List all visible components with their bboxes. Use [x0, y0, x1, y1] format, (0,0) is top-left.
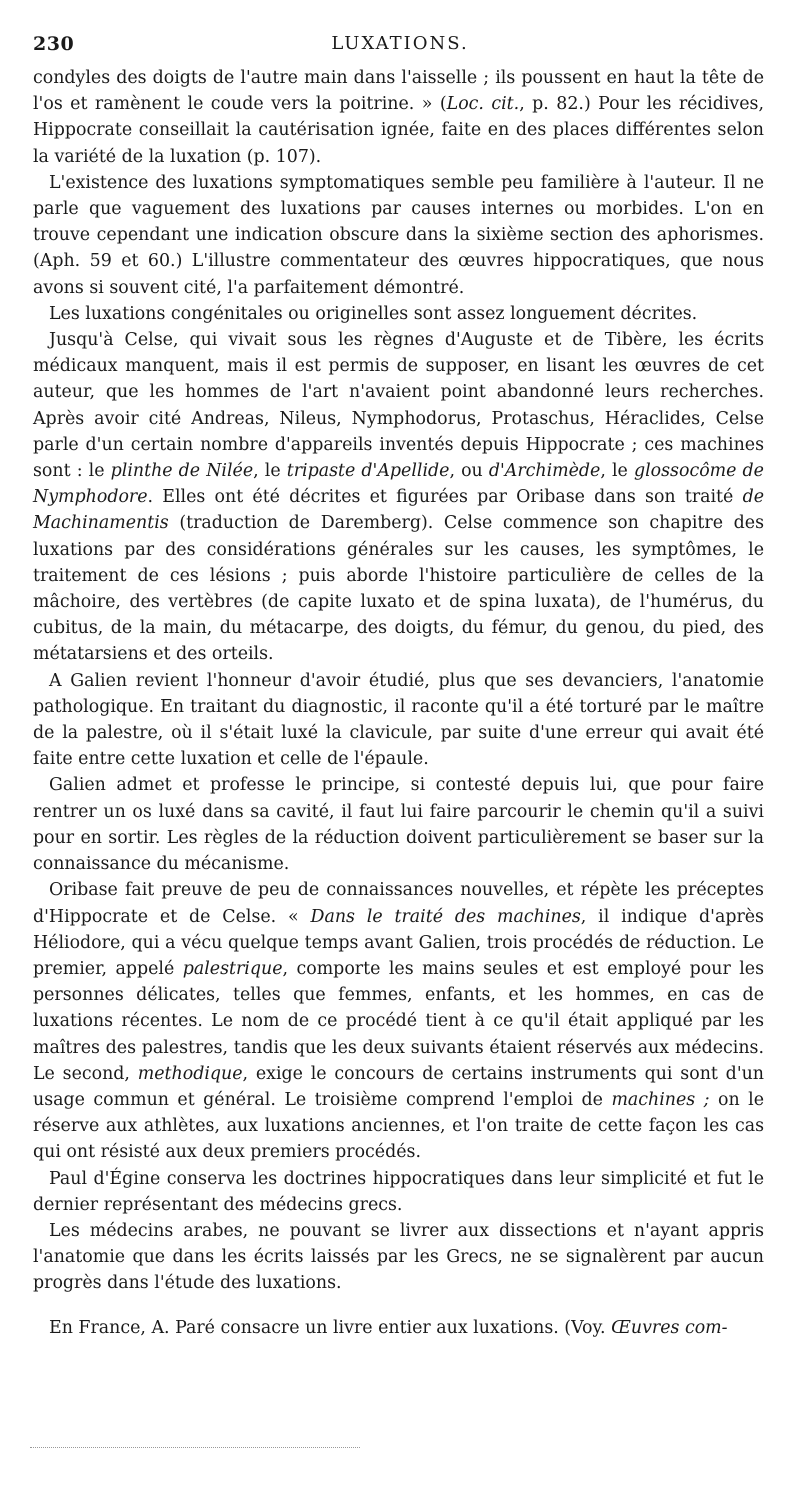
text-segment: condyles des doigts de l'autre main dans l'aisselle ; ils poussent en haut la tête de l'os et ramènent le coude vers la poitrine. » (: [33, 68, 764, 115]
text-segment: , le: [253, 461, 287, 482]
text-segment: Les luxations congénitales ou originelles sont assez longuement décrites.: [49, 303, 698, 324]
italic-text: methodique: [137, 1063, 243, 1084]
page-number: 230: [33, 33, 75, 55]
paragraph: [33, 1315, 764, 1341]
text-segment: Galien admet et professe le principe, si contesté depuis lui, que pour faire rentrer un os luxé dans sa cavité, il faut lui faire parcourir le chemin qu'il a suivi pour en sortir. Les règles de la réduction doivent particulièrement se baser sur la connaissance du mécanisme.: [33, 775, 764, 875]
italic-text: de Machinamentis: [33, 487, 764, 534]
body-text: [33, 65, 764, 1341]
paragraph: [33, 772, 764, 877]
italic-text: tripaste d'Apellide: [286, 461, 450, 482]
text-segment: (traduction de Daremberg). Celse commence son chapitre des luxations par des considérations générales sur les causes, les symptômes, le traitement de ces lésions ; puis aborde l'histoire particulière de celles de la mâchoire, des vertèbres (de capite luxato et de spina luxata), de l'humérus, du cubitus, de la main, du métacarpe, des doigts, du fémur, du genou, du pied, des métatarsiens et des orteils.: [33, 513, 764, 665]
text-segment: En France, A. Paré consacre un livre entier aux luxations. (Voy.: [49, 1317, 612, 1338]
text-segment: Les médecins arabes, ne pouvant se livrer aux dissections et n'ayant appris l'anatomie que dans les écrits laissés par les Grecs, ne se signalèrent par aucun progrès dans l'étude des luxations.: [33, 1220, 764, 1294]
text-segment: , exige le concours de certains instruments qui sont d'un usage commun et général. Le troisième comprend l'emploi de: [33, 1063, 764, 1110]
paragraph: [33, 1166, 764, 1218]
paragraph: [33, 170, 764, 301]
text-segment: A Galien revient l'honneur d'avoir étudié, plus que ses devanciers, l'anatomie pathologique. En traitant du diagnostic, il raconte qu'il a été torturé par le maître de la palestre, où il s'était luxé la clavicule, par suite d'une erreur qui avait été faite entre cette luxation et celle de l'épaule.: [33, 670, 764, 770]
italic-text: Loc. cit.: [446, 94, 520, 115]
italic-text: d'Archimède: [488, 461, 601, 482]
paragraph: [33, 668, 764, 773]
paragraph: [33, 877, 764, 1165]
italic-text: glossocôme de Nymphodore: [33, 461, 764, 508]
text-segment: , p. 82.) Pour les récidives, Hippocrate conseillait la cautérisation ignée, faite en des places différentes selon la variété de la luxation (p. 107).: [33, 94, 764, 167]
italic-text: plinthe de Nilée: [110, 461, 254, 482]
italic-text: palestrique: [182, 958, 283, 979]
text-segment: , ou: [449, 461, 489, 482]
footer-rule: [30, 1447, 360, 1448]
text-segment: on le réserve aux athlètes, aux luxations anciennes, et l'on traite de cette façon les cas qui ont résisté aux deux premiers procédés.: [33, 1089, 764, 1163]
text-segment: , comporte les mains seules et est employé pour les personnes délicates, telles que femmes, enfants, et les hommes, en cas de luxations récentes. Le nom de ce procédé tient à ce qu'il était appliqué par les maîtres des palestres, tandis que les deux suivants étaient réservés aux médecins. Le second,: [33, 958, 764, 1084]
page-header: [33, 33, 767, 57]
text-segment: Paul d'Égine conserva les doctrines hippocratiques dans leur simplicité et fut le dernier représentant des médecins grecs.: [33, 1168, 764, 1215]
paragraph: [33, 1218, 764, 1297]
italic-text: Dans le traité des machines: [310, 906, 581, 927]
text-segment: Jusqu'à Celse, qui vivait sous les règnes d'Auguste et de Tibère, les écrits médicaux manquent, mais il est permis de supposer, en lisant les œuvres de cet auteur, que les hommes de l'art n'avaient point abandonné leurs recherches. Après avoir cité Andreas, Nileus, Nymphodorus, Protaschus, Héraclides, Celse parle d'un certain nombre d'appareils inventés depuis Hippocrate ; ces machines sont : le: [33, 330, 764, 482]
italic-text: Œuvres com-: [611, 1317, 728, 1338]
text-segment: , il indique d'après Héliodore, qui a vécu quelque temps avant Galien, trois procédés de réduction. Le premier, appelé: [33, 906, 764, 979]
italic-text: machines ;: [611, 1089, 710, 1110]
paragraph: [33, 65, 764, 170]
running-title: LUXATIONS.: [331, 33, 469, 54]
text-segment: Oribase fait preuve de peu de connaissances nouvelles, et répète les préceptes d'Hippocrate et de Celse. «: [33, 880, 764, 927]
text-segment: . Elles ont été décrites et figurées par Oribase dans son traité: [147, 487, 743, 508]
paragraph: [33, 301, 764, 327]
paragraph: [33, 327, 764, 668]
text-segment: , le: [600, 461, 634, 482]
text-segment: L'existence des luxations symptomatiques semble peu familière à l'auteur. Il ne parle que vaguement des luxations par causes internes ou morbides. L'on en trouve cependant une indication obscure dans la sixième section des aphorismes. (Aph. 59 et 60.) L'illustre commentateur des œuvres hippocratiques, que nous avons si souvent cité, l'a parfaitement démontré.: [33, 172, 764, 298]
